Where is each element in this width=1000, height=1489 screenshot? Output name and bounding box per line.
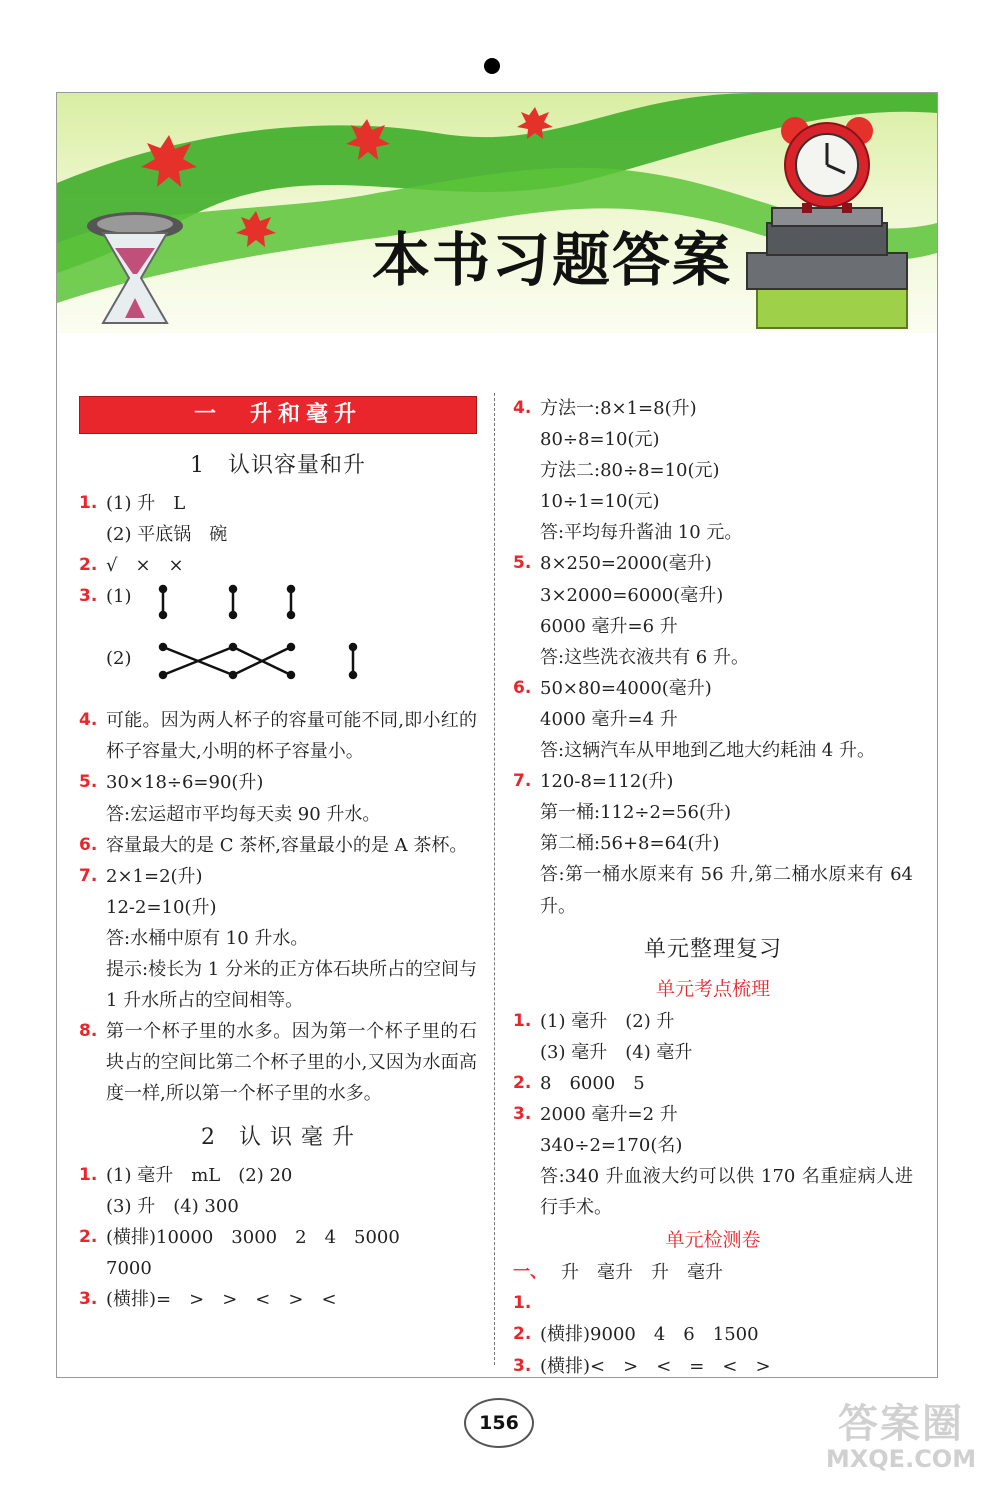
answer-item (79, 705, 477, 767)
answer-line: (横排)10000 3000 2 4 5000 (106, 1226, 400, 1248)
answer-item (513, 1006, 913, 1068)
question-number: 3. (513, 1103, 532, 1124)
unit-test-subtitle: 单元检测卷 (665, 1229, 761, 1252)
diagram-label-1: (1) (106, 586, 132, 608)
question-number: 2. (79, 1226, 98, 1247)
answer-item (513, 1099, 913, 1223)
question-number: 3. (79, 1288, 98, 1309)
answer-line: 7000 (106, 1257, 152, 1279)
chapter-heading: 一 升和毫升 (79, 396, 477, 434)
unit-review-title: 单元整理复习 (643, 936, 782, 962)
answer-line: 提示:棱长为 1 分米的正方体石块所占的空间与 1 升水所占的空间相等。 (106, 959, 477, 1012)
answer-line: √ × × (106, 555, 184, 577)
answer-line: (横排)< > < = < > (540, 1355, 771, 1377)
answer-item (513, 673, 913, 766)
answer-line: 30×18÷6=90(升) (106, 772, 264, 794)
answer-line: (横排)= > > < > < (106, 1288, 337, 1310)
page-number: 156 (464, 1398, 534, 1448)
answer-item (513, 548, 913, 672)
answer-item (513, 1257, 913, 1319)
answer-key-title: 本书习题答案 (371, 226, 732, 294)
answer-item (79, 550, 477, 581)
answer-line: 答:宏运超市平均每天卖 90 升水。 (106, 803, 381, 825)
answer-line: 50×80=4000(毫升) (540, 677, 712, 699)
section-1-answers-continued (79, 705, 477, 1109)
answer-item (79, 1016, 477, 1109)
question-number: 5. (79, 772, 98, 793)
question-number: 2. (513, 1072, 532, 1093)
answer-item (79, 767, 477, 829)
key-points-subtitle: 单元考点梳理 (655, 977, 770, 1000)
question-number: 2. (79, 555, 98, 576)
section-2-title: 2 认 识 毫 升 (201, 1124, 355, 1150)
question-number: 8. (79, 1021, 98, 1042)
question-3-matching (79, 581, 477, 705)
answer-line: 120-8=112(升) (540, 771, 674, 793)
question-number: 5. (513, 553, 532, 574)
answer-line: 方法二:80÷8=10(元) (540, 460, 720, 482)
answer-line: 答:这些洗衣液共有 6 升。 (540, 646, 749, 668)
question-number: 6. (79, 834, 98, 855)
unit-review-answers (513, 1006, 913, 1224)
answer-line: 10÷1=10(元) (540, 491, 660, 513)
question-number: 1. (79, 493, 98, 513)
question-number: 3. (79, 586, 98, 607)
question-number: 4. (513, 398, 532, 418)
unit-test-answers (513, 1257, 913, 1381)
answer-line: 答:水桶中原有 10 升水。 (106, 927, 309, 949)
question-number: 4. (79, 710, 98, 731)
answer-line: 8×250=2000(毫升) (540, 553, 712, 575)
answer-line: 答:这辆汽车从甲地到乙地大约耗油 4 升。 (540, 740, 875, 762)
right-column (513, 393, 913, 1382)
binding-hole (484, 58, 500, 74)
answer-item (79, 861, 477, 1016)
answer-line: (1) 毫升 (2) 升 (540, 1010, 675, 1032)
section-1-answers-right (513, 393, 913, 922)
answer-item (513, 1068, 913, 1099)
section-2-answers (79, 1160, 477, 1315)
answer-item (79, 830, 477, 861)
question-number: 6. (513, 677, 532, 698)
left-column (79, 393, 477, 1315)
answer-item (513, 766, 913, 921)
answer-item (79, 488, 477, 550)
section-1-answers (79, 488, 477, 581)
question-number: 一、1. (513, 1262, 547, 1314)
section-1-title: 1 认识容量和升 (190, 453, 366, 478)
answer-line: 3×2000=6000(毫升) (540, 584, 724, 606)
answer-line: 2000 毫升=2 升 (540, 1103, 678, 1125)
answer-line: (横排)9000 4 6 1500 (540, 1324, 759, 1346)
answer-line: (1) 毫升 mL (2) 20 (106, 1164, 293, 1186)
answer-item (79, 1284, 477, 1315)
answer-line: 80÷8=10(元) (540, 429, 660, 451)
matching-lines-diagram (106, 581, 406, 705)
answer-line: 第一个杯子里的水多。因为第一个杯子里的石块占的空间比第二个杯子里的小,又因为水面高度一样,所以第一个杯子里的水多。 (106, 1021, 477, 1105)
answer-line: 可能。因为两人杯子的容量可能不同,即小红的杯子容量大,小明的杯子容量小。 (106, 710, 477, 763)
answer-line: 2×1=2(升) (106, 865, 203, 887)
answer-line: 8 6000 5 (540, 1072, 645, 1094)
watermark-url: MXQE.COM (825, 1445, 977, 1473)
answer-line: 6000 毫升=6 升 (540, 615, 678, 637)
answer-line: 4000 毫升=4 升 (540, 708, 678, 730)
question-number: 1. (79, 1164, 98, 1185)
answer-item (513, 393, 913, 548)
question-number: 7. (79, 865, 98, 886)
question-number: 3. (513, 1355, 532, 1376)
answer-line: (1) 升 L (106, 493, 186, 514)
answer-line: 答:第一桶水原来有 56 升,第二桶水原来有 64 升。 (540, 864, 913, 917)
question-number: 1. (513, 1010, 532, 1031)
answer-line: (3) 毫升 (4) 毫升 (540, 1041, 693, 1063)
question-number: 2. (513, 1324, 532, 1345)
answer-line: 容量最大的是 C 茶杯,容量最小的是 A 茶杯。 (106, 834, 468, 856)
answer-line: 答:平均每升酱油 10 元。 (540, 522, 743, 544)
watermark-logo-text: 答案圈 (838, 1401, 964, 1447)
answer-line: 340÷2=170(名) (540, 1134, 683, 1156)
answer-item (79, 1222, 477, 1284)
header-banner (57, 93, 937, 333)
answer-line: 第一桶:112÷2=56(升) (540, 802, 731, 824)
answer-item (513, 1351, 913, 1382)
answer-line: 12-2=10(升) (106, 896, 217, 918)
answer-item (513, 1319, 913, 1350)
column-divider (494, 393, 495, 1365)
answer-line: 方法一:8×1=8(升) (540, 398, 697, 419)
answer-line: (3) 升 (4) 300 (106, 1195, 239, 1217)
diagram-label-2: (2) (106, 648, 132, 670)
watermark (806, 1392, 996, 1473)
answer-line: (2) 平底锅 碗 (106, 524, 228, 546)
answer-line: 答:340 升血液大约可以供 170 名重症病人进行手术。 (540, 1166, 913, 1219)
answer-line: 第二桶:56+8=64(升) (540, 833, 720, 855)
answer-line: 升 毫升 升 毫升 (561, 1262, 723, 1284)
question-number: 7. (513, 771, 532, 792)
answer-item (79, 1160, 477, 1222)
